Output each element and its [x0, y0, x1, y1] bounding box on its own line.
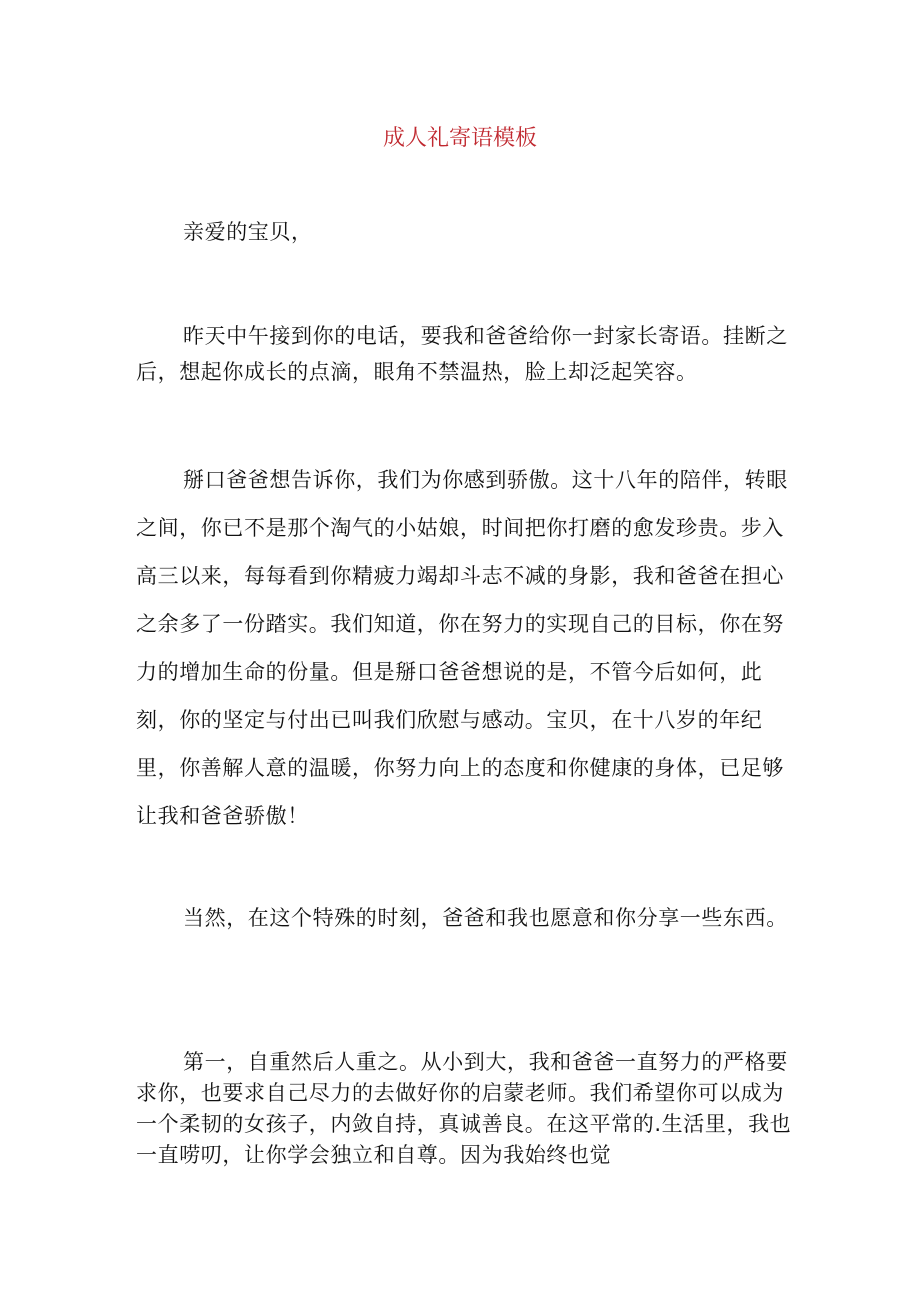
paragraph-sharing: 当然，在这个特殊的时刻，爸爸和我也愿意和你分享一些东西。 — [183, 906, 788, 930]
paragraph-self-respect: 第一，自重然后人重之。从小到大，我和爸爸一直努力的严格要求你，也要求自己尽力的去做好你的启蒙老师。我们希望你可以成为一个柔韧的女孩子，内敛自持，真诚善良。在这平常的.生活里，我也一直唠叨，让你学会独立和自尊。因为我始终也觉 — [136, 1050, 792, 1167]
paragraph-pride: 掰口爸爸想告诉你，我们为你感到骄傲。这十八年的陪伴，转眼之间，你已不是那个淘气的小姑娘，时间把你打磨的愈发珍贵。步入高三以来，每每看到你精疲力竭却斗志不减的身影，我和爸爸在担心之余多了一份踏实。我们知道，你在努力的实现自己的目标，你在努力的增加生命的份量。但是掰口爸爸想说的是，不管今后如何，此刻，你的坚定与付出已叫我们欣慰与感动。宝贝，在十八岁的年纪里，你善解人意的温暖，你努力向上的态度和你健康的身体，已足够让我和爸爸骄傲！ — [136, 468, 788, 828]
document-title: 成人礼寄语模板 — [382, 126, 537, 151]
paragraph-phone-call: 昨天中午接到你的电话，要我和爸爸给你一封家长寄语。挂断之后，想起你成长的点滴，眼角不禁温热，脸上却泛起笑容。 — [136, 324, 788, 384]
salutation: 亲爱的宝贝， — [183, 220, 313, 244]
